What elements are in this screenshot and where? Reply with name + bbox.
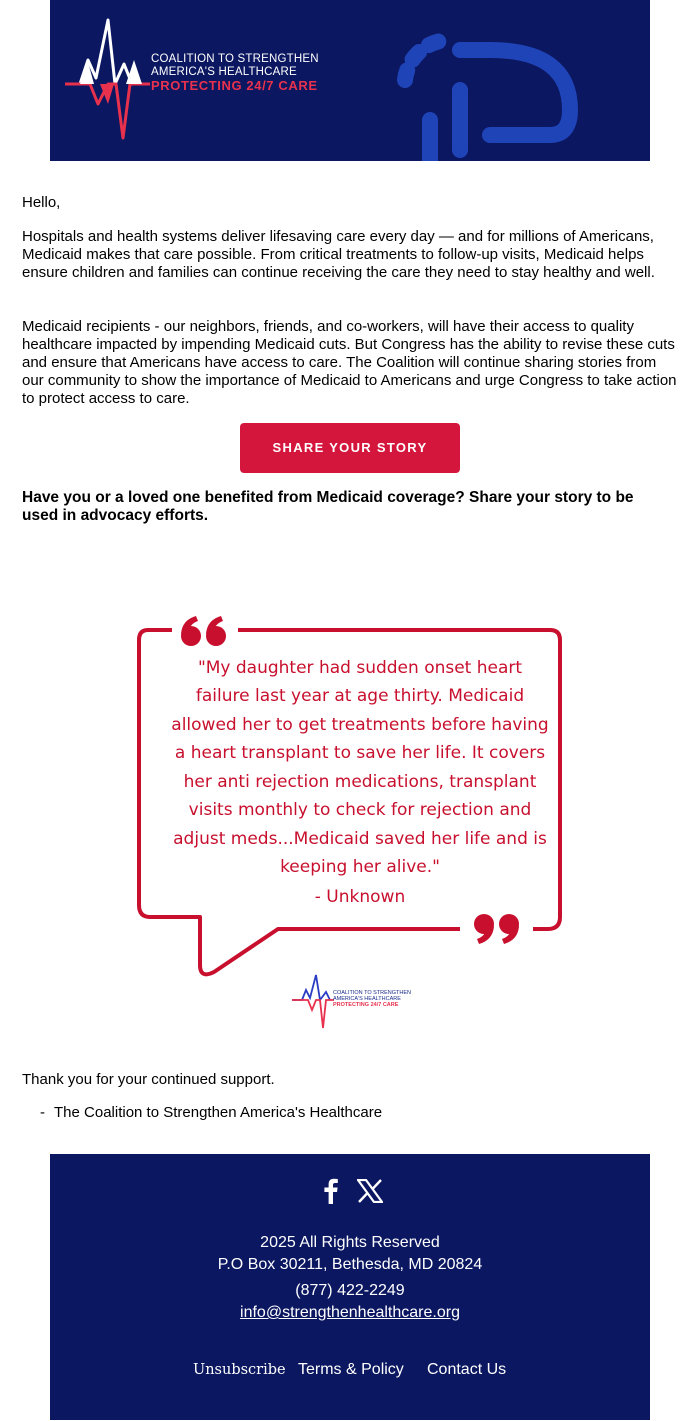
quote-line: adjust meds...Medicaid saved her life and is [173,829,547,849]
testimonial-author: - Unknown [314,887,406,907]
unsubscribe-link[interactable]: Unsubscribe [193,1362,286,1378]
quote-line: keeping her alive." [280,857,440,877]
footer [50,1154,650,1420]
paragraph-cuts: Medicaid recipients - our neighbors, friends, and co-workers, will have their access to quality healthcare impacted by impending Medicaid cuts. But Congress has the ability to revise these cuts and ensure that Americans have access to care. The Coalition will continue sharing stories from our community to show the importance of Medicaid to Americans and urge Congress to take action to protect access to care. [22,318,677,407]
small-logo-line2: AMERICA'S HEALTHCARE [333,996,401,1002]
heartbeat-logo-icon [65,20,150,138]
open-quote-icon [181,616,226,646]
quote-line: allowed her to get treatments before having [171,715,549,735]
signature-dash: - [40,1104,45,1121]
quote-line: "My daughter had sudden onset heart [197,658,523,678]
thanks-text: Thank you for your continued support. [22,1071,275,1088]
small-logo-tagline: PROTECTING 24/7 CARE [333,1002,399,1008]
quote-line: her anti rejection medications, transplant [183,772,537,792]
close-quote-icon [474,914,519,944]
small-logo-text [333,990,411,1008]
footer-phone: (877) 422-2249 [295,1282,405,1299]
header-graphics [50,0,650,161]
header-banner [50,0,650,161]
logo-tagline: PROTECTING 24/7 CARE [151,78,318,93]
quote-line: a heart transplant to save her life. It covers [174,743,546,763]
x-icon[interactable] [357,1179,383,1203]
greeting: Hello, [22,194,61,211]
share-your-story-button[interactable]: SHARE YOUR STORY [240,423,460,473]
header-logo-text [151,53,319,92]
facebook-icon[interactable] [320,1178,340,1204]
contact-us-link[interactable]: Contact Us [427,1361,507,1378]
footer-address: P.O Box 30211, Bethesda, MD 20824 [217,1256,483,1273]
small-logo-line1: COALITION TO STRENGTHEN [333,990,412,996]
logo-line1: COALITION TO STRENGTHEN [151,53,319,65]
footer-rights: 2025 All Rights Reserved [260,1234,440,1251]
quote-line: failure last year at age thirty. Medicaid [195,686,525,706]
signature-text: The Coalition to Strengthen America's Healthcare [54,1104,383,1121]
cta-prompt: Have you or a loved one benefited from Medicaid coverage? Share your story to be used in advocacy efforts. [22,489,634,524]
paragraph-intro: Hospitals and health systems deliver lifesaving care every day — and for millions of Americans, Medicaid makes that care possible. From critical treatments to follow-up visits, Medicaid helps ensure children and families can continue receiving the care they need to stay healthy and well. [22,228,655,281]
decorative-shield-icon [405,40,570,161]
logo-line2: AMERICA'S HEALTHCARE [151,66,297,78]
quote-line: visits monthly to check for rejection and [188,800,532,820]
footer-email-link[interactable]: info@strengthenhealthcare.org [240,1304,460,1321]
terms-policy-link[interactable]: Terms & Policy [298,1361,404,1378]
